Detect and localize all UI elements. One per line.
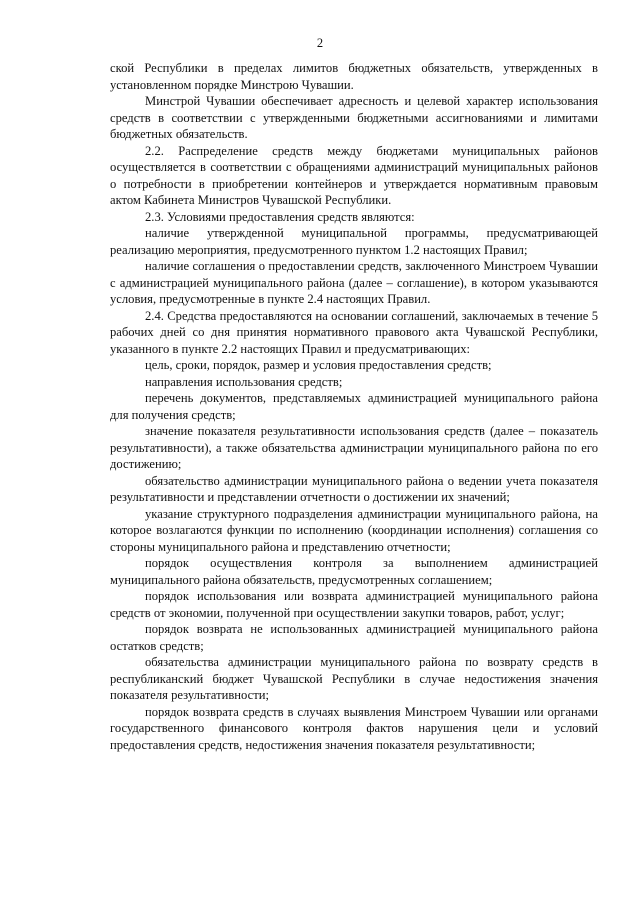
paragraph: указание структурного подразделения администрации муниципального района, на которое возлагаются функции по исполнению (координации исполнения) соглашения со стороны муниципального района и представлению отчетности; — [110, 506, 598, 554]
page-number: 2 — [316, 36, 324, 50]
paragraph: наличие утвержденной муниципальной программы, предусматривающей реализацию мероприятия, предусмотренного пунктом 1.2 настоящих Правил; — [110, 226, 598, 257]
paragraph: порядок использования или возврата администрацией муниципального района средств от экономии, полученной при осуществлении закупки товаров, работ, услуг; — [110, 589, 598, 620]
paragraph: 2.3. Условиями предоставления средств являются: — [145, 209, 415, 224]
paragraph: обязательство администрации муниципального района о ведении учета показателя результативности и представлении отчетности о достижении их значений; — [110, 473, 598, 504]
paragraph: наличие соглашения о предоставлении средств, заключенного Минстроем Чувашии с администрацией муниципального района (далее – соглашение), в котором указываются условия, предусмотренные в пункте 2.4 настоящих Правил. — [110, 259, 598, 306]
paragraph: ской Республики в пределах лимитов бюджетных обязательств, утвержденных в установленном порядке Минстрою Чувашии. — [110, 61, 598, 92]
paragraph: 2.4. Средства предоставляются на основании соглашений, заключаемых в течение 5 рабочих дней со дня принятия нормативного правового акта Чувашской Республики, указанного в пункте 2.2 настоящих Правил и предусматривающих: — [110, 308, 598, 356]
paragraph: обязательства администрации муниципального района по возврату средств в республиканский бюджет Чувашской Республики в случае недостижения значения показателя результативности; — [110, 655, 598, 702]
paragraph: перечень документов, представляемых администрацией муниципального района для получения средств; — [110, 391, 598, 422]
paragraph: порядок осуществления контроля за выполнением администрацией муниципального района обязательств, предусмотренных соглашением; — [110, 556, 598, 587]
paragraph: 2.2. Распределение средств между бюджетами муниципальных районов осуществляется в соответствии с обращениями администраций муниципальных районов о потребности в приобретении контейнеров и утверждается нормативным правовым актом Кабинета Министров Чувашской Республики. — [110, 143, 598, 207]
paragraph: направления использования средств; — [145, 374, 343, 389]
paragraph: порядок возврата средств в случаях выявления Минстроем Чувашии или органами государственного финансового контроля фактов нарушения цели и условий предоставления средств, недостижения значения показателя результативности; — [110, 704, 598, 752]
document-body — [110, 60, 598, 753]
paragraph: порядок возврата не использованных администрацией муниципального района остатков средств; — [110, 622, 598, 653]
paragraph: цель, сроки, порядок, размер и условия предоставления средств; — [145, 358, 492, 372]
paragraph: Минстрой Чувашии обеспечивает адресность и целевой характер использования средств в соответствии с утвержденными бюджетными ассигнованиями и лимитами бюджетных обязательств. — [110, 94, 598, 141]
paragraph: значение показателя результативности использования средств (далее – показатель результативности), а также обязательства администрации муниципального района по его достижению; — [110, 424, 598, 471]
